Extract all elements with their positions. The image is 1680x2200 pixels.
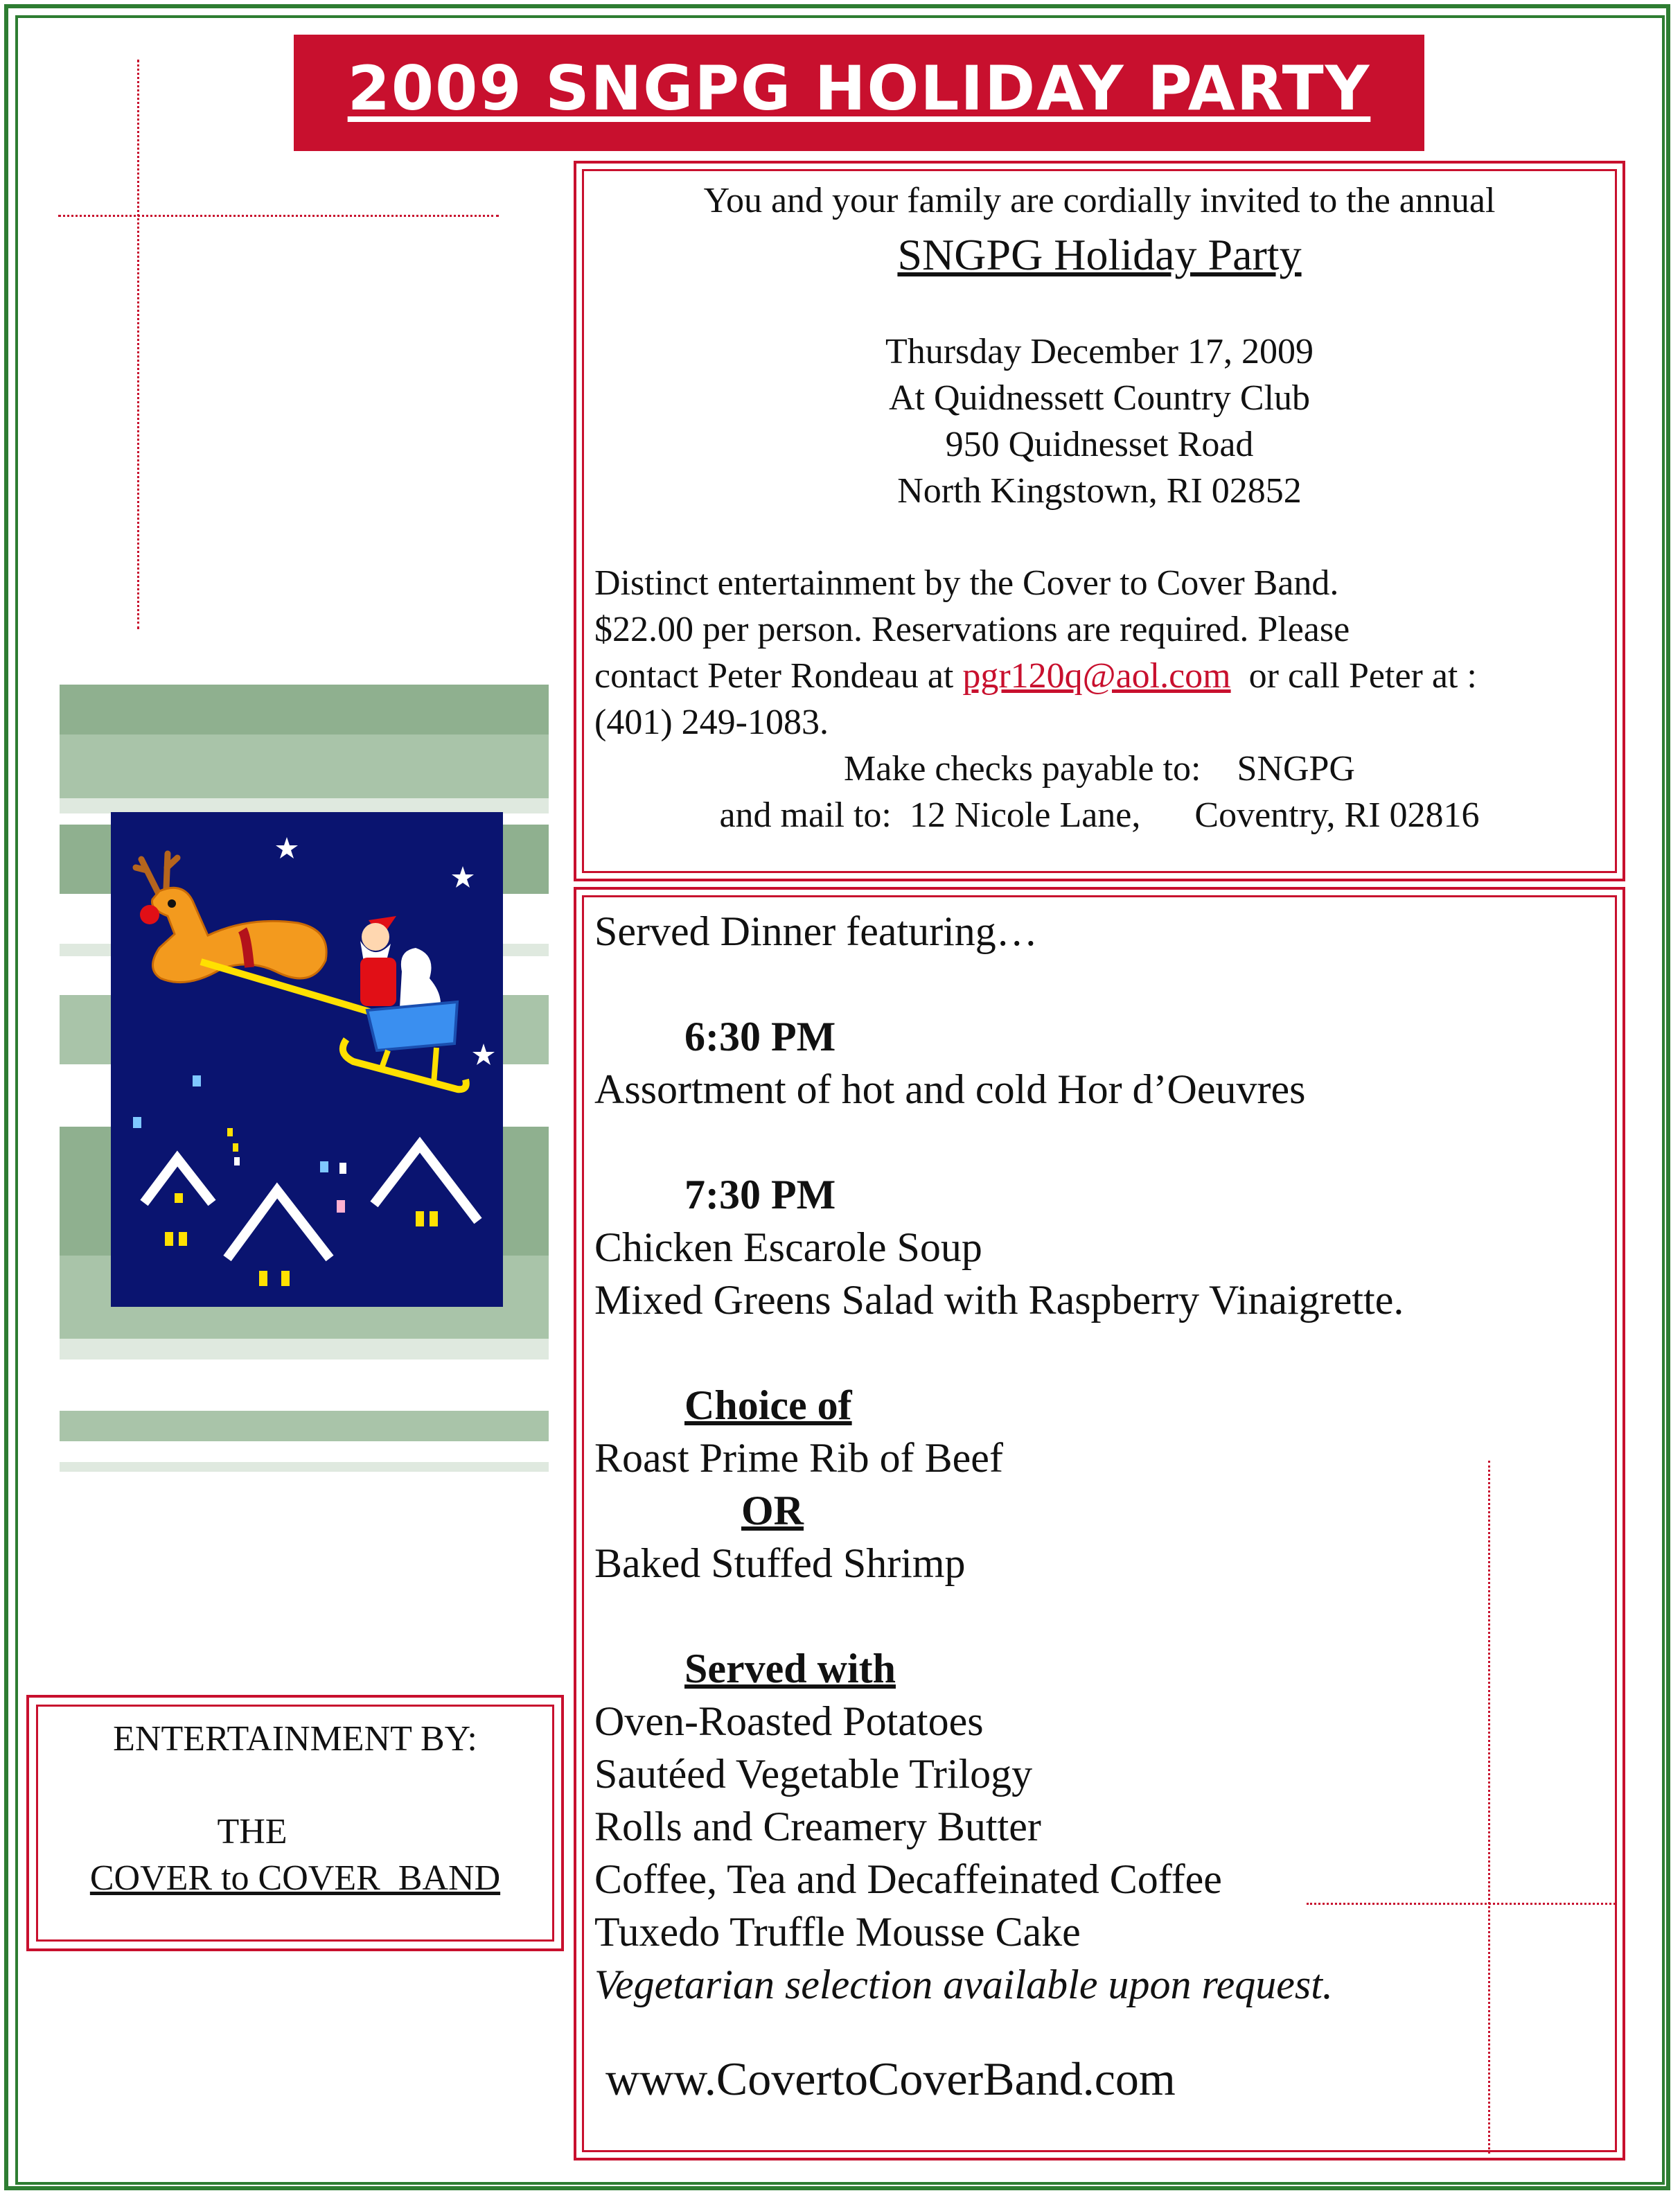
vegetarian-note: Vegetarian selection available upon request. (594, 1962, 1333, 2007)
decorative-stripe (60, 798, 549, 813)
choice-heading: Choice of (684, 1382, 852, 1428)
price-line: $22.00 per person. Reservations are required. Please (594, 610, 1350, 649)
mail-address-line: and mail to: 12 Nicole Lane, Coventry, RI 02816 (719, 795, 1480, 835)
entertainment-line: Distinct entertainment by the Cover to Cover Band. (594, 563, 1339, 603)
menu-item: Oven-Roasted Potatoes (594, 1698, 984, 1744)
santa-sleigh-illustration (111, 812, 503, 1307)
menu-item: Rolls and Creamery Butter (594, 1804, 1041, 1849)
sleigh (367, 1002, 457, 1050)
website-link[interactable]: www.CovertoCoverBand.com (605, 2052, 1176, 2105)
menu-item: Tuxedo Truffle Mousse Cake (594, 1909, 1081, 1955)
menu-item: Chicken Escarole Soup (594, 1224, 982, 1270)
event-date: Thursday December 17, 2009 (885, 332, 1314, 371)
decorative-stripe (60, 1462, 549, 1472)
venue-city: North Kingstown, RI 02852 (897, 471, 1302, 511)
decorative-stripe (60, 1411, 549, 1441)
event-venue: At Quidnessett Country Club (888, 378, 1311, 418)
page-title: 2009 SNGPG HOLIDAY PARTY (347, 53, 1371, 124)
phone-number: (401) 249-1083. (594, 703, 829, 742)
contact-suffix: or call Peter at : (1230, 656, 1477, 696)
menu-item: Coffee, Tea and Decaffeinated Coffee (594, 1856, 1222, 1902)
reindeer-eye (168, 899, 176, 908)
invitation-intro: You and your family are cordially invited to the annual (703, 181, 1496, 220)
served-with-heading: Served with (684, 1646, 896, 1691)
decorative-stripe (60, 1339, 549, 1359)
decorative-stripe (60, 734, 549, 798)
checks-payable-line: Make checks payable to: SNGPG (844, 749, 1355, 789)
contact-line (594, 653, 1477, 699)
time-heading: 7:30 PM (684, 1172, 836, 1217)
band-name: COVER to COVER BAND (89, 1858, 501, 1898)
title-banner (294, 35, 1424, 151)
band-name-the: THE (217, 1812, 288, 1851)
event-name: SNGPG Holiday Party (897, 230, 1302, 279)
menu-item: Mixed Greens Salad with Raspberry Vinaigrette. (594, 1277, 1404, 1323)
dotted-guide-vertical (137, 60, 139, 629)
santa-body (360, 958, 396, 1006)
time-heading: 6:30 PM (684, 1014, 836, 1059)
santa-face (362, 923, 389, 951)
entertainment-heading: ENTERTAINMENT BY: (113, 1719, 477, 1759)
email-link[interactable]: pgr120q@aol.com (962, 656, 1231, 696)
or-separator: OR (741, 1488, 804, 1533)
contact-prefix: contact Peter Rondeau at (594, 656, 963, 696)
menu-item: Assortment of hot and cold Hor d’Oeuvres (594, 1066, 1306, 1112)
menu-intro: Served Dinner featuring… (594, 908, 1038, 954)
menu-item: Baked Stuffed Shrimp (594, 1540, 966, 1586)
menu-item: Roast Prime Rib of Beef (594, 1435, 1003, 1481)
dotted-guide-horizontal (58, 215, 499, 217)
reindeer-nose (140, 905, 159, 924)
menu-item: Sautéed Vegetable Trilogy (594, 1751, 1033, 1797)
decorative-stripe (60, 685, 549, 734)
venue-street: 950 Quidnesset Road (945, 425, 1254, 464)
